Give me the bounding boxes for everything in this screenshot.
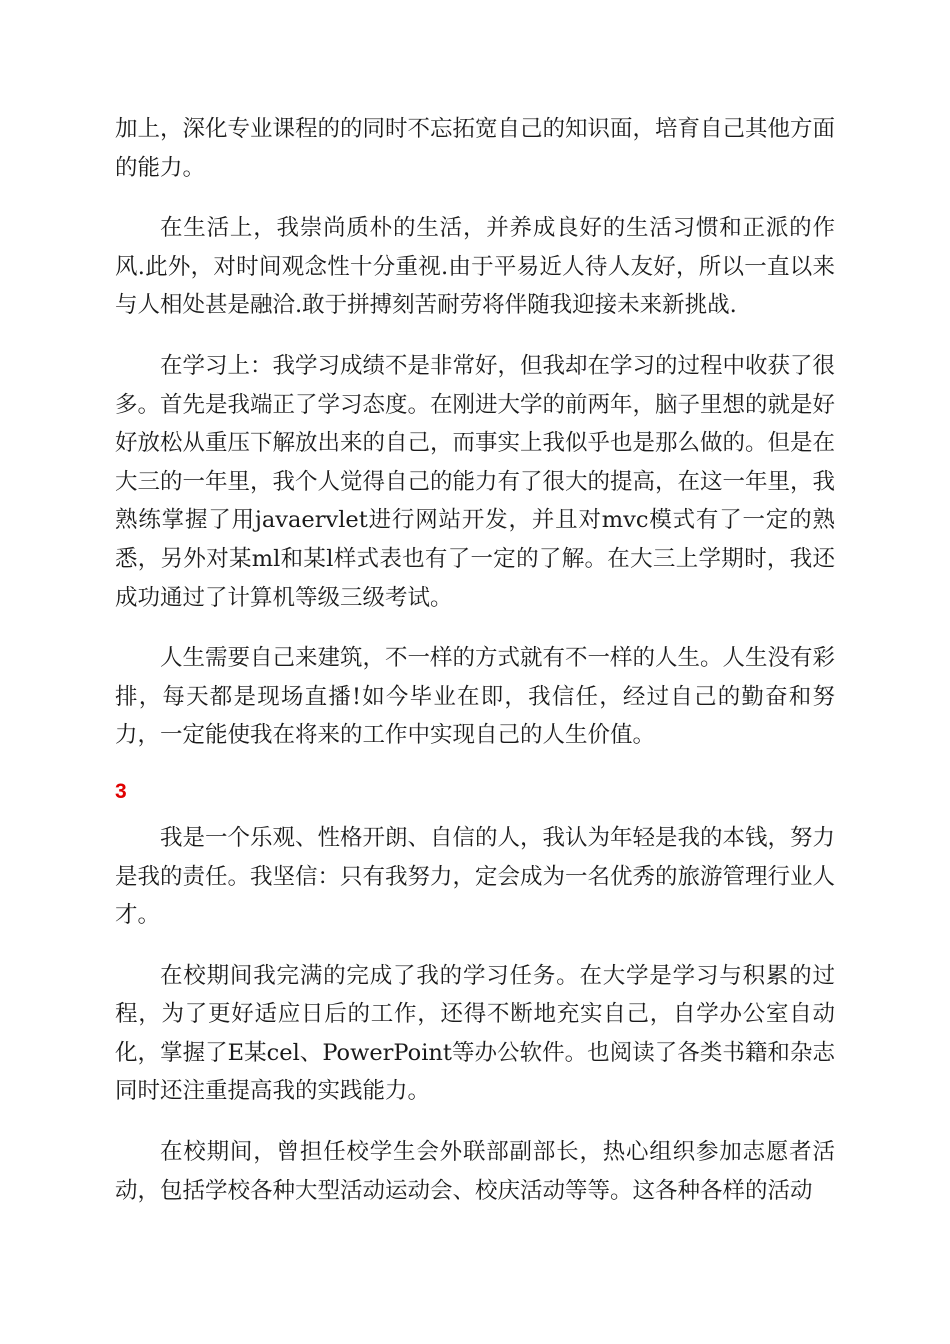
paragraph-life-value: 人生需要自己来建筑，不一样的方式就有不一样的人生。人生没有彩排，每天都是现场直播!如今毕业在即，我信任，经过自己的勤奋和努力，一定能使我在将来的工作中实现自己的人生价值。 (115, 645, 836, 749)
section-number: 3 (115, 779, 127, 803)
paragraph-life: 在生活上，我崇尚质朴的生活，并养成良好的生活习惯和正派的作风.此外，对时间观念性十分重视.由于平易近人待人友好，所以一直以来与人相处甚是融洽.敢于拼搏刻苦耐劳将伴随我迎接未来新挑战. (115, 215, 835, 319)
paragraph-continuation: 加上，深化专业课程的的同时不忘拓宽自己的知识面，培育自己其他方面的能力。 (115, 116, 836, 181)
document-page (115, 110, 835, 1232)
paragraph-study: 在学习上：我学习成绩不是非常好，但我却在学习的过程中收获了很多。首先是我端正了学习态度。在刚进大学的前两年，脑子里想的就是好好放松从重压下解放出来的自己，而事实上我似乎也是那么做的。但是在大三的一年里，我个人觉得自己的能力有了很大的提高，在这一年里，我熟练掌握了用javaervlet进行网站开发，并且对mvc模式有了一定的熟悉，另外对某ml和某l样式表也有了一定的了解。在大三上学期时，我还成功通过了计算机等级三级考试。 (115, 352, 836, 611)
paragraph-school-study: 在校期间我完满的完成了我的学习任务。在大学是学习与积累的过程，为了更好适应日后的工作，还得不断地充实自己，自学办公室自动化，掌握了E某cel、PowerPoint等办公软件。也阅读了各类书籍和杂志同时还注重提高我的实践能力。 (115, 962, 835, 1105)
paragraph-personality: 我是一个乐观、性格开朗、自信的人，我认为年轻是我的本钱，努力是我的责任。我坚信：只有我努力，定会成为一名优秀的旅游管理行业人才。 (115, 824, 836, 929)
paragraph-school-activities: 在校期间，曾担任校学生会外联部副部长，热心组织参加志愿者活动，包括学校各种大型活动运动会、校庆活动等等。这各种各样的活动 (115, 1139, 835, 1204)
